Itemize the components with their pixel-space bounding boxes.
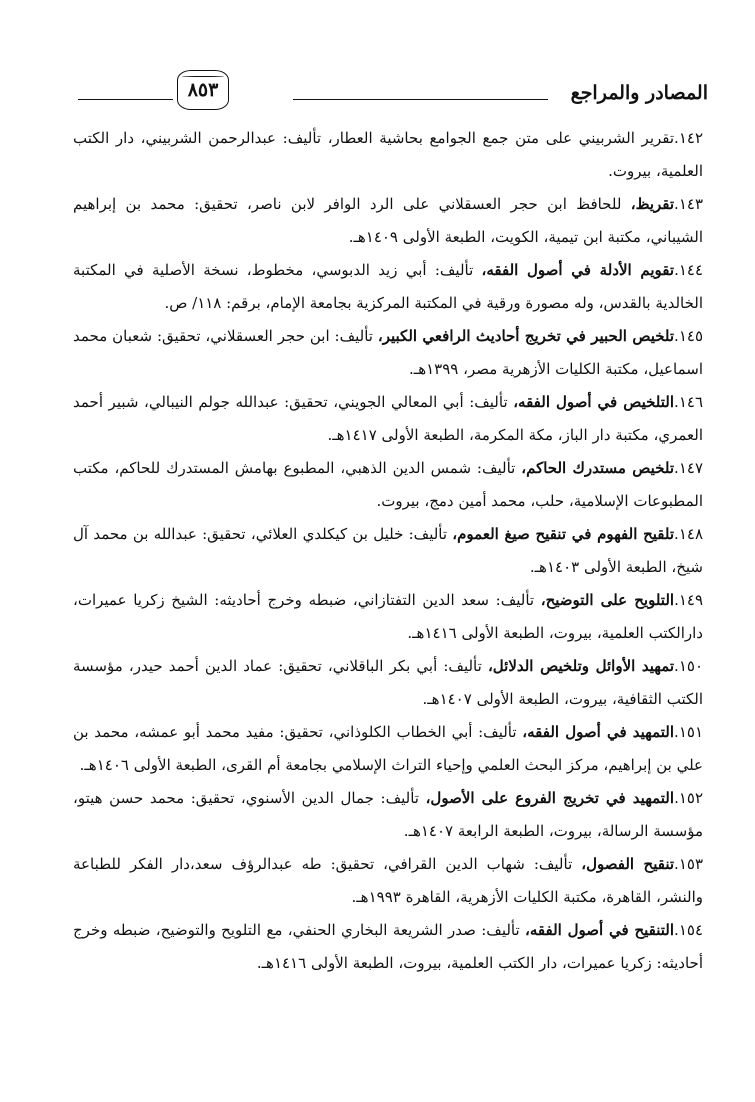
entry-text: تأليف: جمال الدين الأسنوي، تحقيق: محمد حسن هيتو، مؤسسة الرسالة، بيروت، الطبعة الرابعة ١٤٠٧هـ. — [73, 789, 703, 840]
entry-text: تأليف: صدر الشريعة البخاري الحنفي، مع التلويح والتوضيح، ضبطه وخرج أحاديثه: زكريا عميرات، دار الكتب العلمية، بيروت، الطبعة الأولى ١٤١٦هـ. — [73, 921, 703, 972]
entry-number: ١٤٦. — [674, 393, 703, 411]
bibliography-entry — [73, 122, 703, 188]
bibliography-entry — [73, 386, 703, 452]
entry-number: ١٥٠. — [674, 657, 703, 675]
bibliography-entry — [73, 452, 703, 518]
bibliography-entry — [73, 254, 703, 320]
entry-number: ١٤٤. — [674, 261, 704, 279]
entry-title: التلويح على التوضيح، — [540, 591, 675, 609]
entry-number: ١٤٧. — [674, 459, 703, 477]
entry-number: ١٤٢. — [674, 129, 703, 147]
page-header — [78, 68, 708, 118]
bibliography-entry — [73, 782, 703, 848]
entry-number: ١٤٥. — [674, 327, 703, 345]
entry-title: التمهيد في أصول الفقه، — [522, 723, 675, 741]
entry-title: تقويم الأدلة في أصول الفقه، — [481, 261, 675, 279]
entry-text: تأليف: شمس الدين الذهبي، المطبوع بهامش المستدرك للحاكم، مكتب المطبوعات الإسلامية، حلب، محمد أمين دمج، بيروت. — [73, 459, 703, 510]
entry-text: تأليف: ابن حجر العسقلاني، تحقيق: شعبان محمد اسماعيل، مكتبة الكليات الأزهرية مصر، ١٣٩٩هـ. — [73, 327, 703, 378]
entry-number: ١٥٢. — [674, 789, 704, 807]
entry-number: ١٥٣. — [674, 855, 703, 873]
bibliography-entry — [73, 914, 703, 980]
bibliography-entry — [73, 188, 703, 254]
entry-text: تقرير الشربيني على متن جمع الجوامع بحاشية العطار، تأليف: عبدالرحمن الشربيني، دار الكتب العلمية، بيروت. — [73, 129, 703, 180]
entry-text: تأليف: سعد الدين التفتازاني، ضبطه وخرج أحاديثه: الشيخ زكريا عميرات، دارالكتب العلمية، بيروت، الطبعة الأولى ١٤١٦هـ. — [73, 591, 703, 642]
bibliography-entry — [73, 716, 703, 782]
entry-number: ١٥٤. — [674, 921, 703, 939]
entry-text: تأليف: أبي زيد الدبوسي، مخطوط، نسخة الأصلية في المكتبة الخالدية بالقدس، وله مصورة ورقية في المكتبة المركزية بجامعة الإمام، برقم: ١١٨/ ص. — [73, 261, 703, 312]
bibliography-entry — [73, 848, 703, 914]
entry-title: تلخيص الحبير في تخريج أحاديث الرافعي الكبير، — [377, 327, 675, 345]
bibliography-entry — [73, 320, 703, 386]
entry-number: ١٤٨. — [674, 525, 703, 543]
entry-number: ١٤٣. — [674, 195, 703, 213]
entry-text: تأليف: شهاب الدين القرافي، تحقيق: طه عبدالرؤف سعد،دار الفكر للطباعة والنشر، القاهرة، مكتبة الكليات الأزهرية، القاهرة ١٩٩٣هـ. — [73, 855, 703, 906]
entry-title: التمهيد في تخريج الفروع على الأصول، — [425, 789, 675, 807]
header-rule-right — [293, 99, 548, 100]
section-title: المصادر والمراجع — [570, 82, 708, 104]
entry-text: تأليف: أبي الخطاب الكلوذاني، تحقيق: مفيد محمد أبو عمشه، محمد بن علي بن إبراهيم، مركز البحث العلمي وإحياء التراث الإسلامي بجامعة أم القرى، الطبعة الأولى ١٤٠٦هـ. — [73, 723, 703, 774]
entry-title: تلقيح الفهوم في تنقيح صيغ العموم، — [452, 525, 675, 543]
entry-text: تأليف: أبي بكر الباقلاني، تحقيق: عماد الدين أحمد حيدر، مؤسسة الكتب الثقافية، بيروت، الطبعة الأولى ١٤٠٧هـ. — [73, 657, 703, 708]
entry-text: تأليف: أبي المعالي الجويني، تحقيق: عبدالله جولم النيبالي، شبير أحمد العمري، مكتبة دار الباز، مكة المكرمة، الطبعة الأولى ١٤١٧هـ. — [73, 393, 703, 444]
entry-title: التلخيص في أصول الفقه، — [513, 393, 675, 411]
entry-text: للحافظ ابن حجر العسقلاني على الرد الوافر لابن ناصر، تحقيق: محمد بن إبراهيم الشيباني، مكتبة ابن تيمية، الكويت، الطبعة الأولى ١٤٠٩هـ. — [73, 195, 703, 246]
entry-title: التنقيح في أصول الفقه، — [525, 921, 675, 939]
entry-number: ١٤٩. — [674, 591, 704, 609]
entry-title: تقريظ، — [630, 195, 675, 213]
entry-text: تأليف: خليل بن كيكلدي العلائي، تحقيق: عبدالله بن محمد آل شيخ، الطبعة الأولى ١٤٠٣هـ. — [73, 525, 703, 576]
header-rule-left — [78, 99, 173, 100]
bibliography-list — [73, 122, 703, 980]
entry-number: ١٥١. — [674, 723, 703, 741]
bibliography-entry — [73, 518, 703, 584]
entry-title: تلخيص مستدرك الحاكم، — [521, 459, 675, 477]
page-number: ٨٥٣ — [177, 70, 229, 110]
bibliography-entry — [73, 650, 703, 716]
entry-title: تمهيد الأوائل وتلخيص الدلائل، — [487, 657, 675, 675]
bibliography-entry — [73, 584, 703, 650]
entry-title: تنقيح الفصول، — [581, 855, 675, 873]
